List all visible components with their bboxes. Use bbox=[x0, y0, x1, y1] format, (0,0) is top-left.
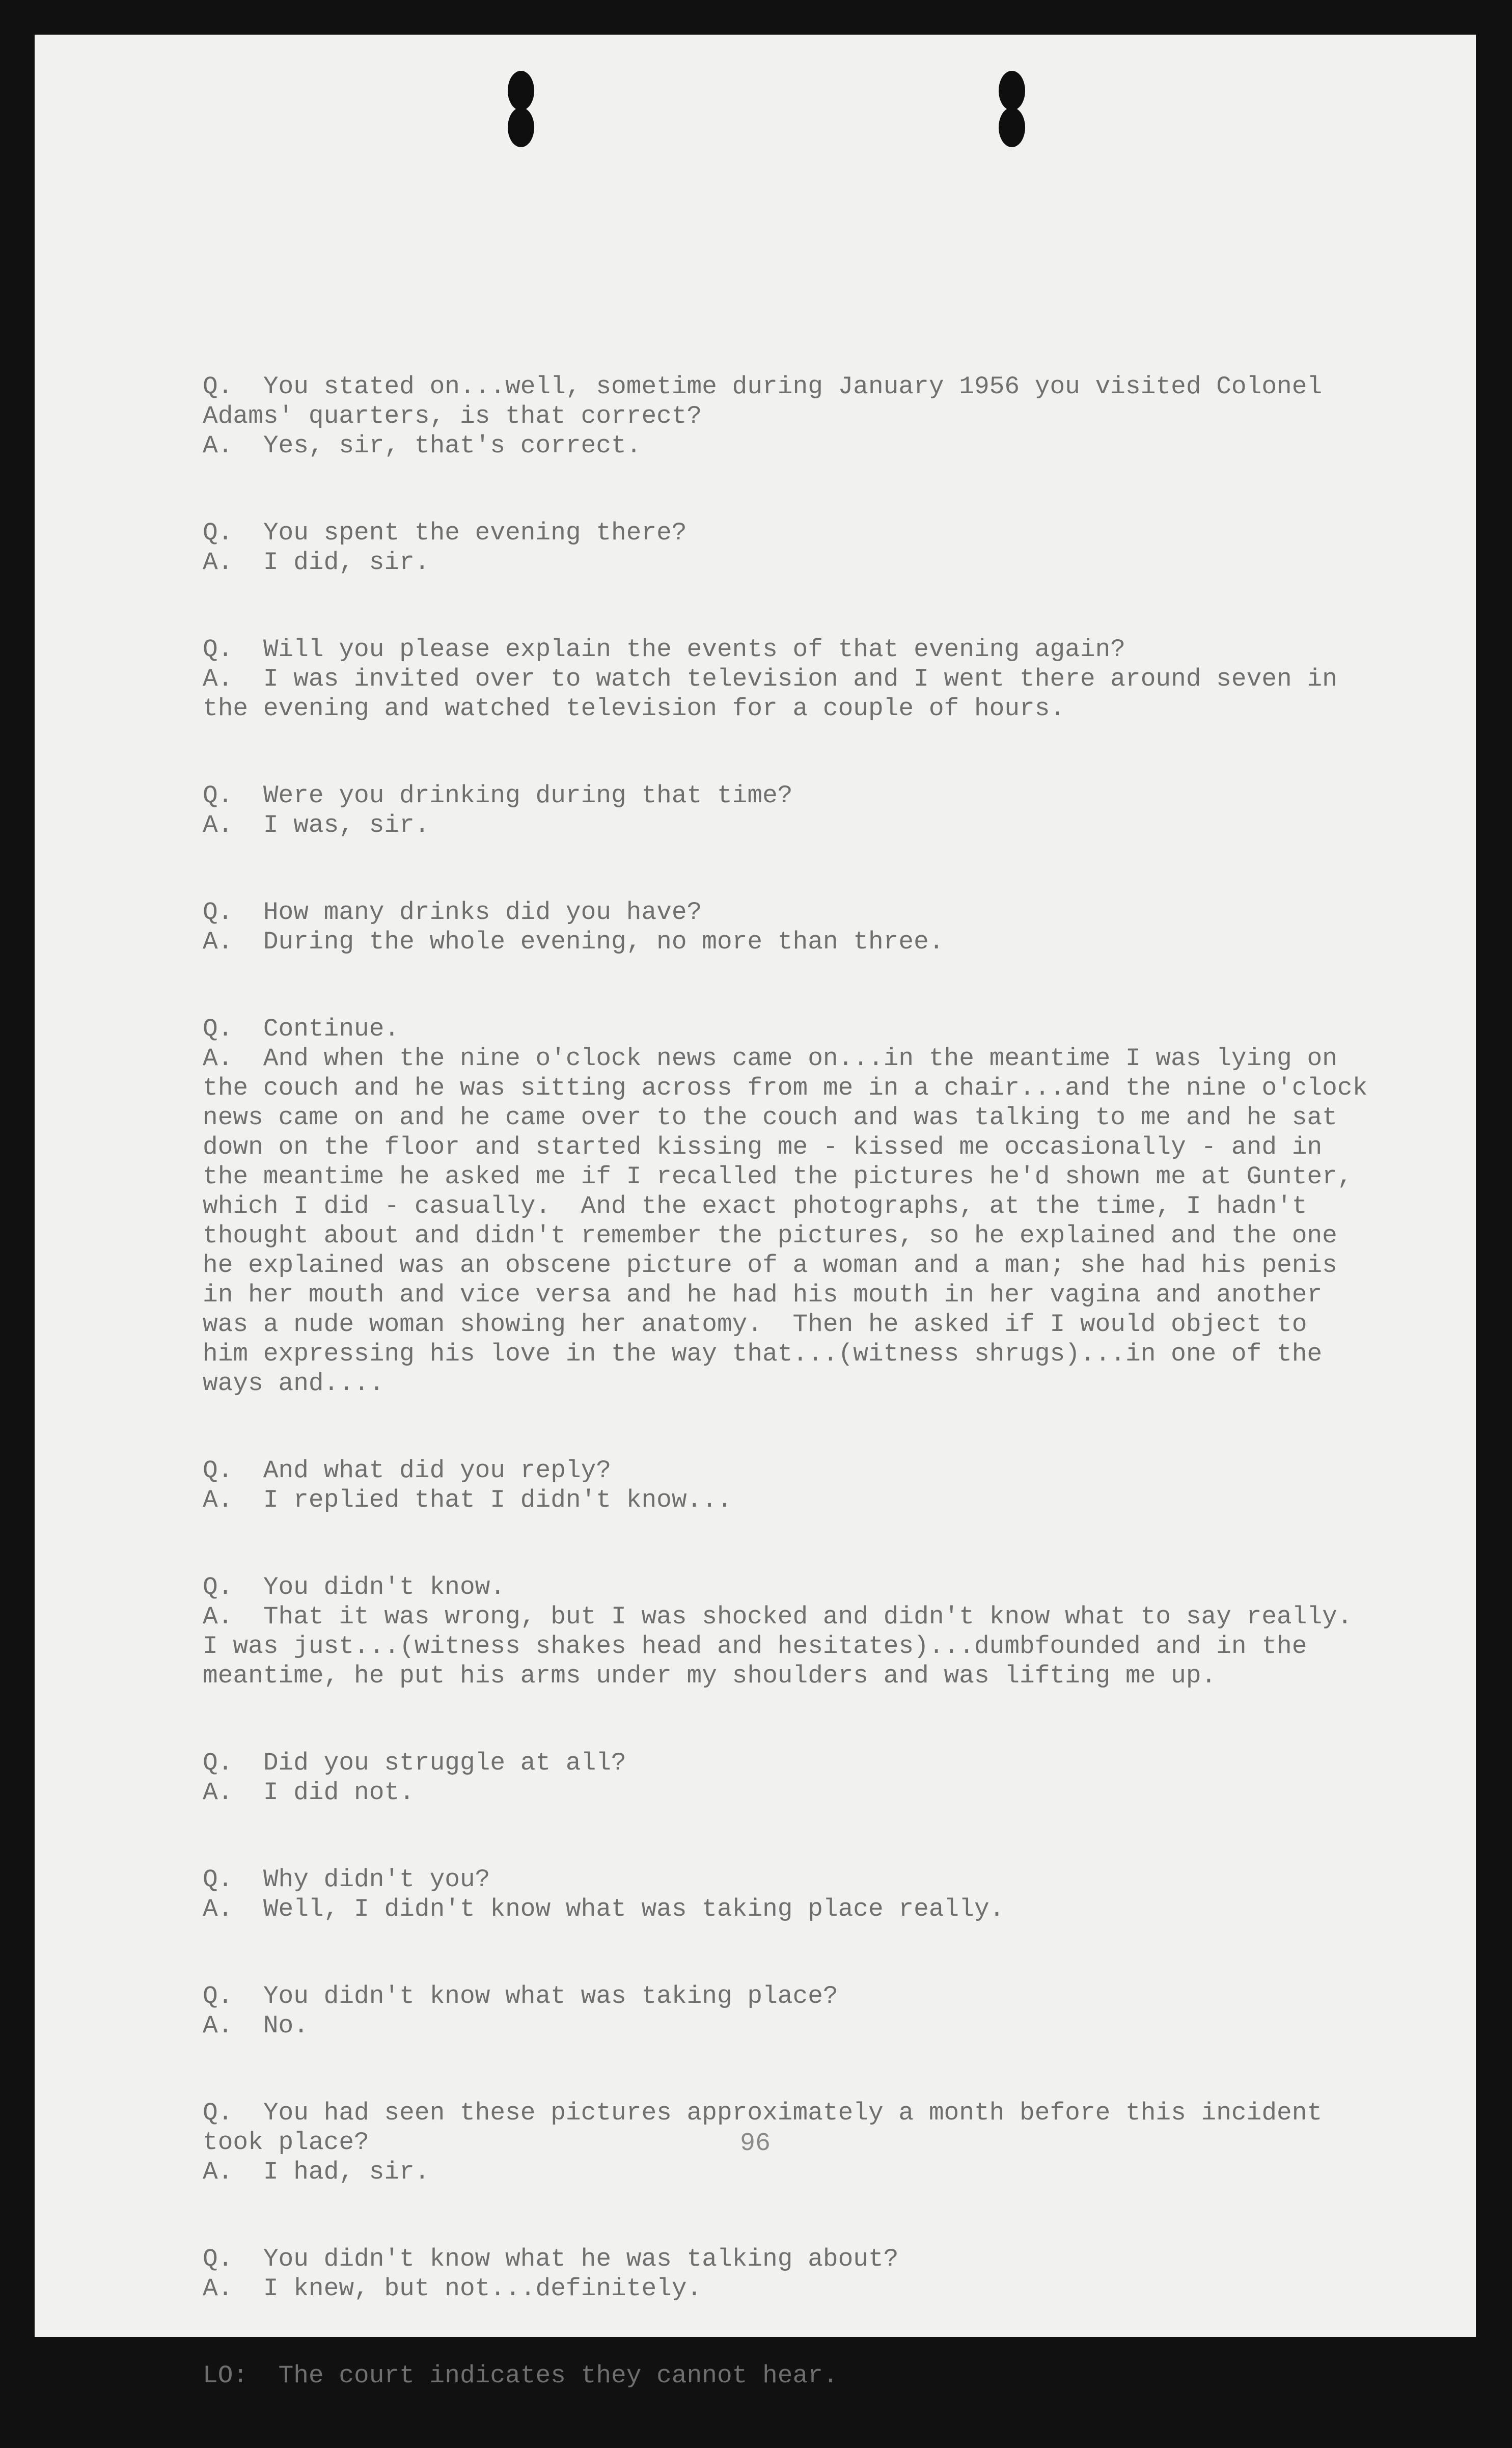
question-line: Q. Will you please explain the events of that evening again? bbox=[203, 635, 1125, 664]
question-line: Q. You didn't know what he was talking about? bbox=[203, 2245, 899, 2273]
question-line: Q. You spent the evening there? bbox=[203, 519, 687, 547]
qa-exchange bbox=[203, 897, 1405, 957]
answer-line: A. Yes, sir, that's correct. bbox=[203, 431, 642, 460]
answer-line: which I did - casually. And the exact photographs, at the time, I hadn't bbox=[203, 1192, 1307, 1220]
page-number: 96 bbox=[739, 2129, 771, 2158]
answer-line: was a nude woman showing her anatomy. Then he asked if I would object to bbox=[203, 1310, 1307, 1339]
qa-exchange bbox=[203, 518, 1405, 577]
qa-exchange bbox=[203, 781, 1405, 840]
answer-line: A. I was, sir. bbox=[203, 811, 430, 839]
answer-line: A. I knew, but not...definitely. bbox=[203, 2274, 702, 2303]
question-line: Adams' quarters, is that correct? bbox=[203, 402, 702, 430]
question-line: Q. You stated on...well, sometime during January 1956 you visited Colonel bbox=[203, 372, 1323, 401]
answer-line: A. And when the nine o'clock news came on...in the meantime I was lying on bbox=[203, 1044, 1337, 1073]
qa-exchange bbox=[203, 372, 1405, 460]
answer-line: in her mouth and vice versa and he had his mouth in her vagina and another bbox=[203, 1281, 1323, 1309]
question-line: Q. You had seen these pictures approximately a month before this incident bbox=[203, 2099, 1323, 2127]
qa-exchange bbox=[203, 1014, 1405, 1398]
qa-exchange bbox=[203, 1865, 1405, 1924]
question-line: took place? bbox=[203, 2128, 369, 2157]
answer-line: I was just...(witness shakes head and hesitates)...dumbfounded and in the bbox=[203, 1632, 1307, 1661]
answer-line: the evening and watched television for a couple of hours. bbox=[203, 694, 1065, 723]
answer-line: meantime, he put his arms under my shoulders and was lifting me up. bbox=[203, 1662, 1217, 1690]
qa-exchange bbox=[203, 1748, 1405, 1807]
answer-line: the couch and he was sitting across from me in a chair...and the nine o'clock bbox=[203, 1074, 1368, 1102]
answer-line: A. I did, sir. bbox=[203, 548, 430, 577]
punch-hole-left bbox=[508, 71, 534, 147]
question-line: Q. How many drinks did you have? bbox=[203, 898, 702, 927]
question-line: Q. Were you drinking during that time? bbox=[203, 781, 793, 810]
question-line: Q. You didn't know what was taking place? bbox=[203, 1982, 838, 2010]
answer-line: the meantime he asked me if I recalled the pictures he'd shown me at Gunter, bbox=[203, 1162, 1353, 1191]
answer-line: ways and.... bbox=[203, 1369, 384, 1398]
answer-line: A. I was invited over to watch television and I went there around seven in bbox=[203, 665, 1337, 693]
qa-exchange bbox=[203, 1456, 1405, 1515]
answer-line: news came on and he came over to the couch and was talking to me and he sat bbox=[203, 1103, 1337, 1132]
answer-line: A. That it was wrong, but I was shocked and didn't know what to say really. bbox=[203, 1602, 1353, 1631]
answer-line: he explained was an obscene picture of a woman and a man; she had his penis bbox=[203, 1251, 1337, 1280]
qa-exchange bbox=[203, 2244, 1405, 2303]
answer-line: A. No. bbox=[203, 2011, 309, 2040]
answer-line: A. During the whole evening, no more than three. bbox=[203, 928, 944, 956]
answer-line: A. Well, I didn't know what was taking place really. bbox=[203, 1895, 1005, 1923]
punch-hole-right bbox=[999, 71, 1025, 147]
qa-exchange bbox=[203, 1981, 1405, 2041]
question-line: Q. And what did you reply? bbox=[203, 1456, 612, 1485]
qa-exchange bbox=[203, 1572, 1405, 1691]
question-line: Q. Did you struggle at all? bbox=[203, 1749, 626, 1777]
question-line: Q. Continue. bbox=[203, 1015, 400, 1043]
court-note-line: LO: The court indicates they cannot hear. bbox=[203, 2361, 838, 2390]
answer-line: thought about and didn't remember the pictures, so he explained and the one bbox=[203, 1221, 1337, 1250]
answer-line: A. I did not. bbox=[203, 1778, 415, 1807]
answer-line: him expressing his love in the way that...(witness shrugs)...in one of the bbox=[203, 1340, 1323, 1368]
court-note bbox=[203, 2361, 1405, 2390]
answer-line: down on the floor and started kissing me - kissed me occasionally - and in bbox=[203, 1133, 1323, 1161]
qa-exchange bbox=[203, 635, 1405, 723]
answer-line: A. I replied that I didn't know... bbox=[203, 1486, 732, 1514]
answer-line: A. I had, sir. bbox=[203, 2158, 430, 2186]
typed-page bbox=[35, 35, 1476, 2390]
question-line: Q. You didn't know. bbox=[203, 1573, 506, 1601]
question-line: Q. Why didn't you? bbox=[203, 1865, 490, 1894]
